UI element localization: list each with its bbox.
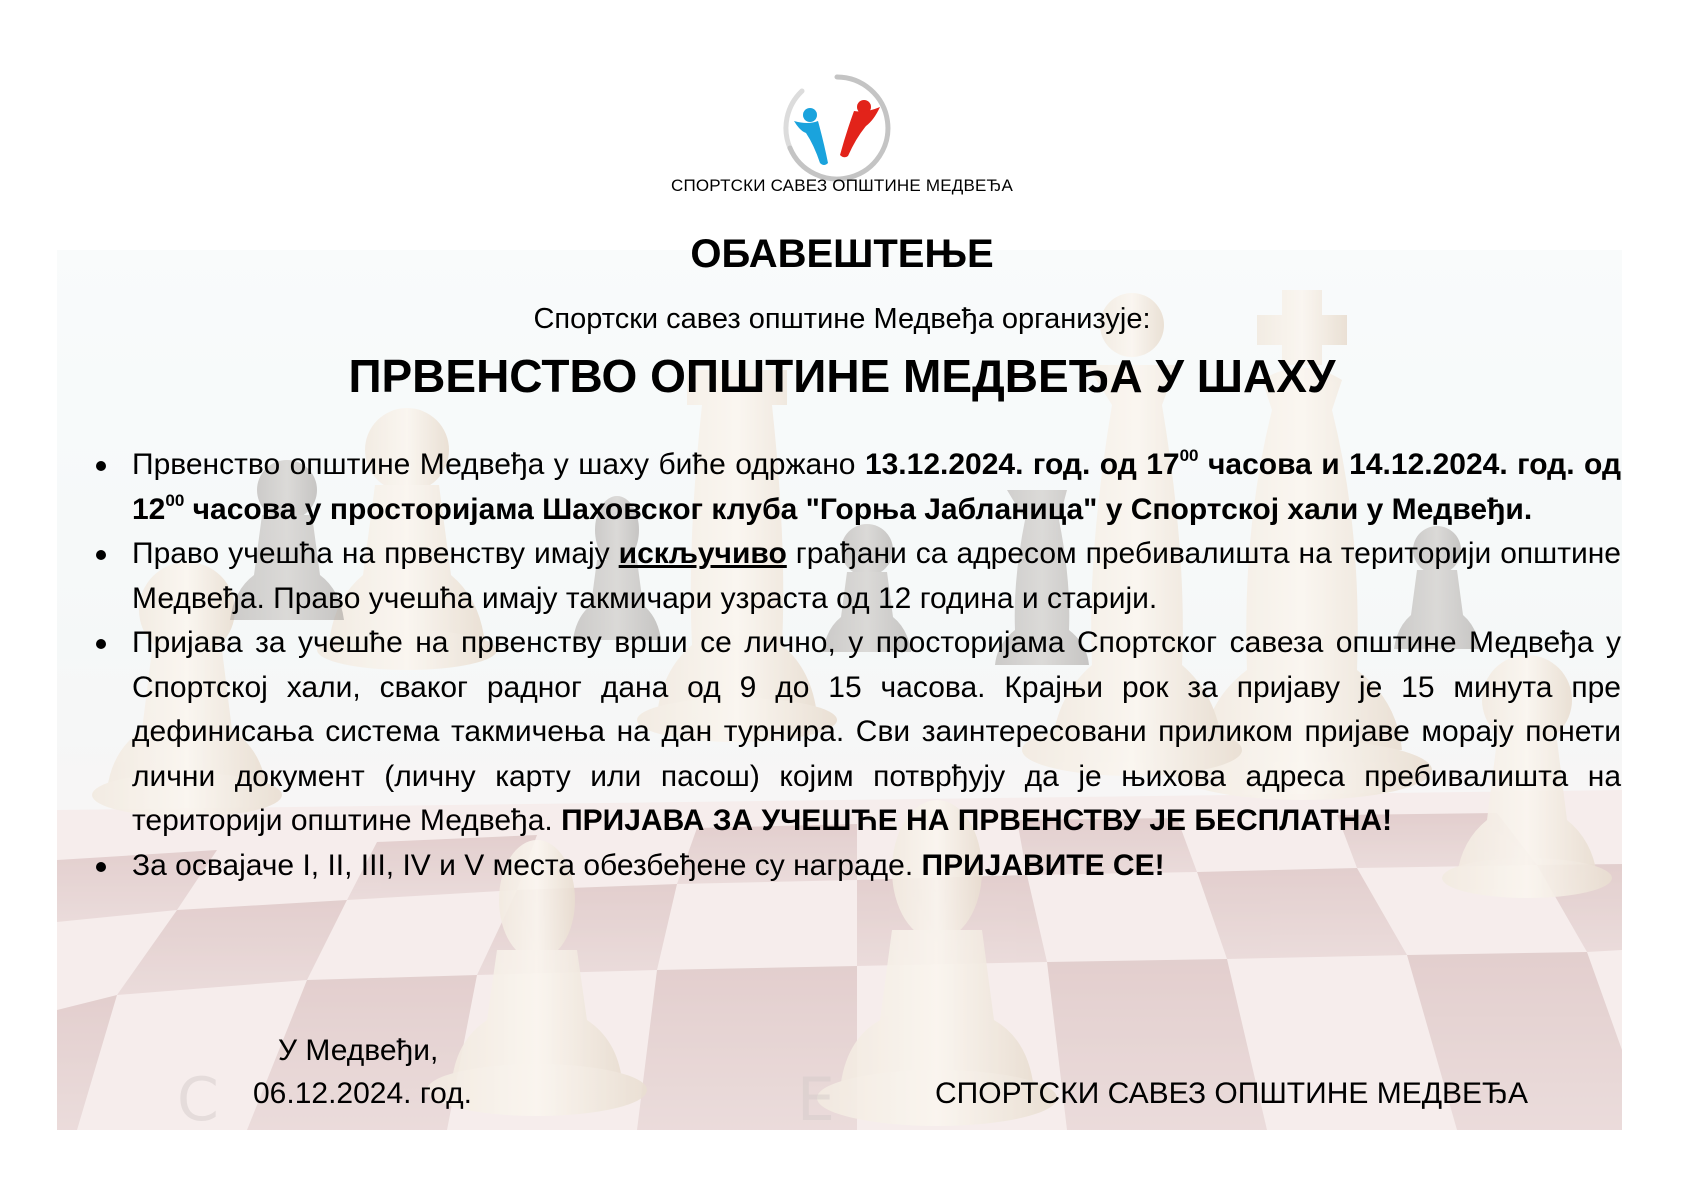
eligibility-rest-text: грађани са адресом пребивалишта на територији општине Медвеђа. Право учешћа имају такмичари узраста од 12 година и старији. [132,537,1621,615]
organization-header: СПОРТСКИ САВЕЗ ОПШТИНЕ МЕДВЕЂА [670,176,1014,195]
registration-free-notice: ПРИЈАВА ЗА УЧЕШЋЕ НА ПРВЕНСТВУ ЈЕ БЕСПЛАТНА! [561,804,1393,837]
notice-bullet-list [132,443,1621,888]
sports-union-logo-icon [782,73,892,183]
svg-text:E: E [797,1065,835,1130]
notice-title: ОБАВЕШТЕЊЕ [690,232,994,276]
event-title: ПРВЕНСТВО ОПШТИНЕ МЕДВЕЂА У ШАХУ [348,350,1336,402]
prizes-text: За освајаче I, II, III, IV и V места обезбеђене су награде. [132,848,922,882]
schedule-date-1-text: 13.12.2024. год. од 17 [864,448,1180,481]
eligibility-exclusively: искључиво [618,537,787,570]
bullet-registration [132,621,1621,844]
bullet-eligibility [132,532,1621,621]
footer-place: У Медвеђи, [278,1034,439,1067]
sports-union-logo [782,73,892,183]
schedule-date-2-text: часова и 14.12.2024. год. од 12 [132,448,1621,526]
schedule-venue-text: часова у просторијама Шаховског клуба "Горња Јабланица" у Спортској хали у Медвеђи. [184,492,1533,526]
schedule-time-2-minutes: 00 [165,490,185,510]
schedule-intro-text: Првенство општине Медвеђа у шаху биће одржано [132,448,865,481]
registration-text: Пријава за учешће на првенству врши се лично, у просторијама Спортског савеза општине Медвеђа у Спортској хали, сваког радног дана од 9 до 15 часова. Крајњи рок за пријаву је 15 минута пре дефинисања система такмичења на дан турнира. Сви заинтересовани приликом пријаве морају понети лични документ (личну карту или пасош) којим потврђују да је њихова адреса пребивалишта на територији општине Медвеђа. [132,626,1621,837]
organizer-line: Спортски савез општине Медвеђа организује: [533,303,1151,335]
footer-date: 06.12.2024. год. [253,1077,472,1110]
schedule-time-1-minutes: 00 [1179,446,1199,465]
register-call-to-action: ПРИЈАВИТЕ СЕ! [921,848,1165,882]
svg-text:C: C [177,1065,219,1130]
eligibility-intro-text: Право учешћа на првенству имају [132,537,619,570]
bullet-prizes [132,844,1621,889]
footer-signature: СПОРТСКИ САВЕЗ ОПШТИНЕ МЕДВЕЂА [935,1077,1528,1110]
bullet-schedule [132,443,1621,532]
